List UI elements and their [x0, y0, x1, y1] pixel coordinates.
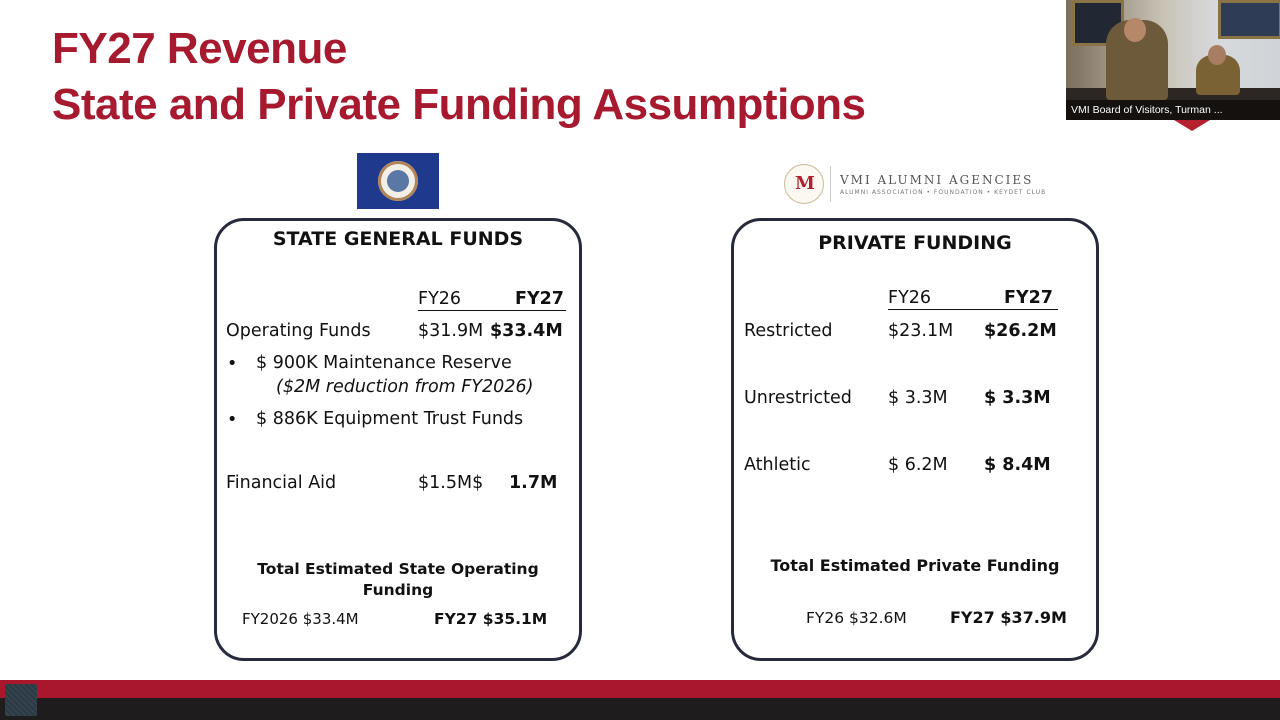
- row-fy27: $ 8.4M: [984, 455, 1051, 475]
- video-caption: VMI Board of Visitors, Turman ...: [1066, 100, 1280, 120]
- row-fy27: 1.7M: [509, 473, 558, 493]
- row-fy26: $1.5M$: [418, 473, 484, 493]
- vmi-emblem-icon: [784, 164, 824, 204]
- row-label: Athletic: [744, 455, 811, 475]
- row-fy26: $23.1M: [888, 321, 954, 341]
- total-fy26: FY2026 $33.4M: [242, 610, 359, 628]
- row-label: Restricted: [744, 321, 833, 341]
- column-header-fy27: FY27: [515, 289, 564, 309]
- presenter-thumbnail[interactable]: [5, 684, 37, 716]
- total-fy27: FY27 $35.1M: [434, 610, 548, 628]
- row-fy26: $31.9M: [418, 321, 484, 341]
- participant-head: [1208, 45, 1226, 65]
- participant-head: [1124, 18, 1146, 42]
- column-header-fy27: FY27: [1004, 288, 1053, 308]
- row-label: Unrestricted: [744, 388, 852, 408]
- total-title: Total Estimated Private Funding: [770, 556, 1060, 575]
- row-fy26: $ 3.3M: [888, 388, 948, 408]
- bullet-text: $ 900K Maintenance Reserve: [256, 353, 512, 373]
- private-funding-card: [731, 218, 1099, 661]
- total-title: Total Estimated State Operating: [257, 560, 539, 578]
- bullet-note: ($2M reduction from FY2026): [276, 377, 534, 397]
- footer-dark-bar: [0, 698, 1280, 720]
- seal-icon: [378, 161, 418, 201]
- portrait-frame: [1218, 0, 1280, 39]
- column-header-fy26: FY26: [418, 289, 462, 309]
- row-label: Operating Funds: [226, 321, 371, 341]
- emblem-letter: M: [795, 173, 815, 194]
- bullet-icon: •: [227, 410, 238, 430]
- row-fy27: $ 3.3M: [984, 388, 1051, 408]
- row-fy27: $33.4M: [490, 321, 563, 341]
- card-title: PRIVATE FUNDING: [818, 232, 1012, 254]
- row-fy27: $26.2M: [984, 321, 1057, 341]
- row-fy26: $ 6.2M: [888, 455, 948, 475]
- video-feed[interactable]: [1066, 0, 1280, 120]
- chevron-down-icon[interactable]: [1174, 120, 1210, 131]
- row-label: Financial Aid: [226, 473, 337, 493]
- slide-title: FY27 Revenue: [52, 24, 347, 73]
- total-title-cont: Funding: [362, 581, 434, 599]
- total-fy26: FY26 $32.6M: [806, 609, 907, 627]
- virginia-flag-icon: [357, 153, 439, 209]
- alumni-agencies-logo: [780, 160, 1047, 210]
- state-general-funds-card: [214, 218, 582, 661]
- divider: [830, 166, 831, 202]
- alumni-name: VMI ALUMNI AGENCIES: [840, 173, 1034, 187]
- card-title: STATE GENERAL FUNDS: [272, 228, 524, 250]
- bullet-icon: •: [227, 354, 238, 374]
- bullet-text: $ 886K Equipment Trust Funds: [256, 409, 524, 429]
- alumni-subtitle: ALUMNI ASSOCIATION • FOUNDATION • KEYDET CLUB: [840, 189, 1047, 196]
- footer-accent-bar: [0, 680, 1280, 698]
- total-fy27: FY27 $37.9M: [950, 608, 1067, 627]
- slide-subtitle: State and Private Funding Assumptions: [52, 80, 866, 129]
- column-header-fy26: FY26: [888, 288, 932, 308]
